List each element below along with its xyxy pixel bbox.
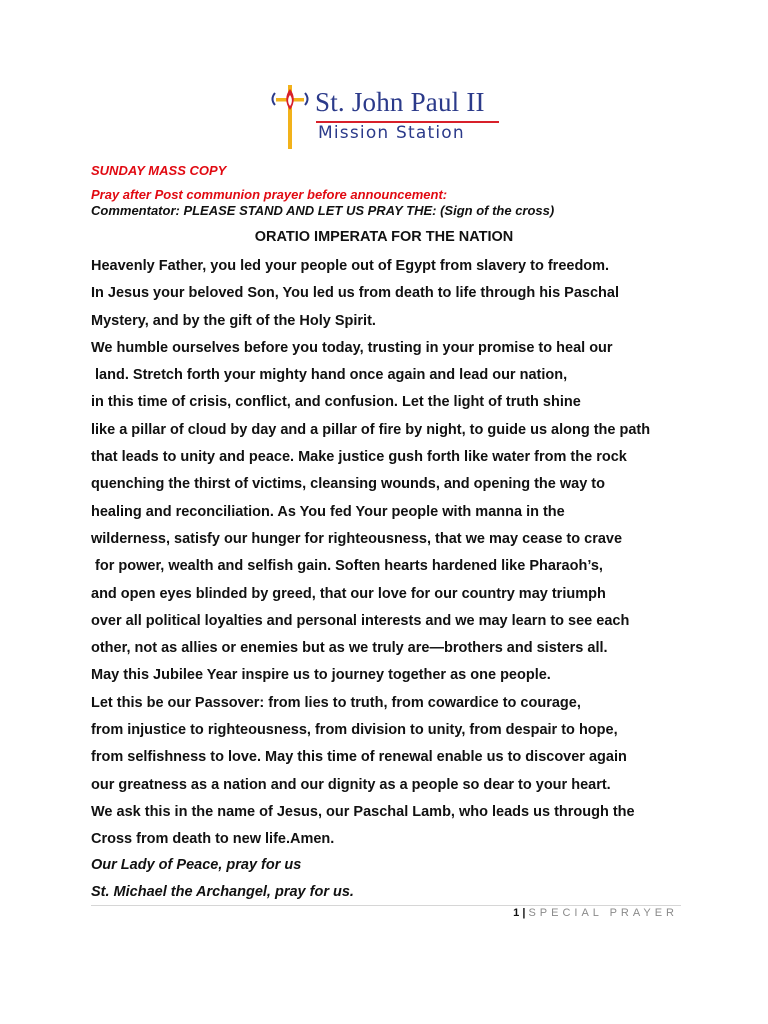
prayer-line: We humble ourselves before you today, trusting in your promise to heal our xyxy=(91,339,613,356)
prayer-line: land. Stretch forth your mighty hand once again and lead our nation, xyxy=(91,367,568,384)
prayer-line: healing and reconciliation. As You fed Your people with manna in the xyxy=(91,503,565,520)
footer-divider xyxy=(91,905,681,906)
prayer-line: quenching the thirst of victims, cleansing wounds, and opening the way to xyxy=(91,476,605,493)
prayer-instruction: Pray after Post communion prayer before announcement: xyxy=(91,187,448,202)
footer-separator: | xyxy=(522,907,526,919)
prayer-line: in this time of crisis, conflict, and confusion. Let the light of truth shine xyxy=(91,394,581,411)
logo-title: St. John Paul II xyxy=(315,87,485,117)
prayer-line: that leads to unity and peace. Make justice gush forth like water from the rock xyxy=(91,449,627,466)
prayer-line: In Jesus your beloved Son, You led us from death to life through his Paschal xyxy=(91,285,619,302)
prayer-line: over all political loyalties and personal interests and we may learn to see each xyxy=(91,612,630,629)
prayer-line: Mystery, and by the gift of the Holy Spirit. xyxy=(91,312,376,329)
prayer-line: Heavenly Father, you led your people out of Egypt from slavery to freedom. xyxy=(91,258,610,274)
prayer-line: from injustice to righteousness, from division to unity, from despair to hope, xyxy=(91,722,618,739)
closing-invocation-2: St. Michael the Archangel, pray for us. xyxy=(91,884,354,900)
mass-copy-label: SUNDAY MASS COPY xyxy=(91,163,227,178)
cross-dove-icon xyxy=(268,83,316,153)
footer-label: SPECIAL PRAYER xyxy=(528,907,678,919)
prayer-line: May this Jubilee Year inspire us to journey together as one people. xyxy=(91,667,551,684)
page-footer xyxy=(513,907,678,919)
closing-invocation-1: Our Lady of Peace, pray for us xyxy=(91,857,302,873)
prayer-line: Cross from death to new life.Amen. xyxy=(91,831,335,848)
page-number: 1 xyxy=(513,907,520,919)
prayer-line: our greatness as a nation and our dignity as a people so dear to your heart. xyxy=(91,776,611,793)
prayer-line: Let this be our Passover: from lies to truth, from cowardice to courage, xyxy=(91,694,581,711)
commentator-instruction: Commentator: PLEASE STAND AND LET US PRAY THE: (Sign of the cross) xyxy=(91,203,555,218)
prayer-line: wilderness, satisfy our hunger for righteousness, that we may cease to crave xyxy=(91,530,623,547)
prayer-line: other, not as allies or enemies but as we truly are—brothers and sisters all. xyxy=(91,640,608,657)
prayer-line: like a pillar of cloud by day and a pillar of fire by night, to guide us along the path xyxy=(91,421,651,438)
prayer-body xyxy=(91,256,691,857)
mission-logo xyxy=(268,83,508,153)
prayer-line: from selfishness to love. May this time of renewal enable us to discover again xyxy=(91,749,627,766)
prayer-line: and open eyes blinded by greed, that our love for our country may triumph xyxy=(91,585,606,602)
prayer-line: for power, wealth and selfish gain. Soften hearts hardened like Pharaoh’s, xyxy=(91,558,603,575)
prayer-line: We ask this in the name of Jesus, our Paschal Lamb, who leads us through the xyxy=(91,803,635,820)
prayer-title: ORATIO IMPERATA FOR THE NATION xyxy=(254,229,514,245)
logo-subtitle: Mission Station xyxy=(318,123,465,143)
